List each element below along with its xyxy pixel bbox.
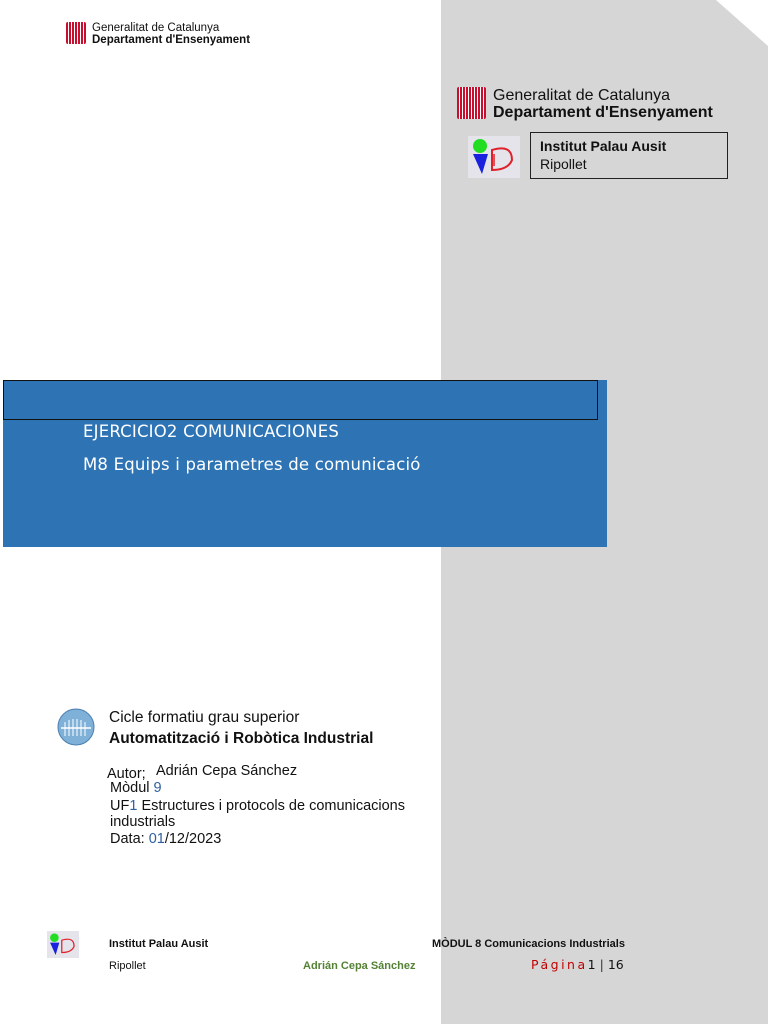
school-name: Institut Palau Ausit (540, 138, 667, 154)
generalitat-name: Generalitat de Catalunya (92, 22, 220, 34)
uf-text-continued: industrials (110, 814, 176, 830)
department-name: Departament d'Ensenyament (92, 34, 251, 46)
document-subtitle: M8 Equips i parametres de comunicació (83, 455, 421, 474)
cycle-name: Automatització i Robòtica Industrial (109, 730, 374, 747)
uf-text: Estructures i protocols de comunicacions (141, 798, 405, 814)
footer-school: Institut Palau Ausit (109, 938, 209, 950)
generalitat-name: Generalitat de Catalunya (493, 87, 670, 104)
page-number (531, 957, 624, 972)
uf-value: 1 (129, 798, 138, 814)
footer-module: MÒDUL 8 Comunicacions Industrials (432, 938, 625, 950)
author-name: Adrián Cepa Sánchez (156, 763, 298, 779)
date-line (110, 831, 221, 847)
generalitat-emblem-icon (66, 22, 86, 44)
generalitat-emblem-icon (457, 87, 486, 119)
date-label: Data: (110, 831, 145, 847)
cycle-level: Cicle formatiu grau superior (109, 709, 300, 726)
page-total: 16 (607, 957, 624, 972)
page-current: 1 (587, 957, 596, 972)
generalitat-logo-header (66, 22, 266, 48)
date-rest: /12/2023 (164, 831, 222, 847)
uf-label: UF (110, 798, 130, 814)
school-box (530, 132, 728, 179)
school-city: Ripollet (540, 156, 587, 172)
footer-city: Ripollet (109, 960, 146, 972)
title-frame (3, 380, 598, 420)
school-logo-icon (468, 136, 520, 178)
department-name: Departament d'Ensenyament (493, 104, 713, 121)
date-day: 01 (148, 831, 165, 847)
module-value: 9 (153, 780, 162, 796)
uf-line (110, 798, 405, 814)
module-line (110, 780, 162, 796)
footer-author: Adrián Cepa Sánchez (303, 960, 416, 972)
author-label: Autor; (107, 766, 146, 782)
course-logo-icon (57, 708, 95, 746)
school-logo-icon (47, 931, 79, 958)
page-label: Página (531, 957, 588, 972)
module-label: Mòdul (110, 780, 150, 796)
generalitat-logo-cover (457, 85, 747, 125)
page-separator: | (599, 957, 604, 972)
document-title: EJERCICIO2 COMUNICACIONES (83, 422, 340, 441)
